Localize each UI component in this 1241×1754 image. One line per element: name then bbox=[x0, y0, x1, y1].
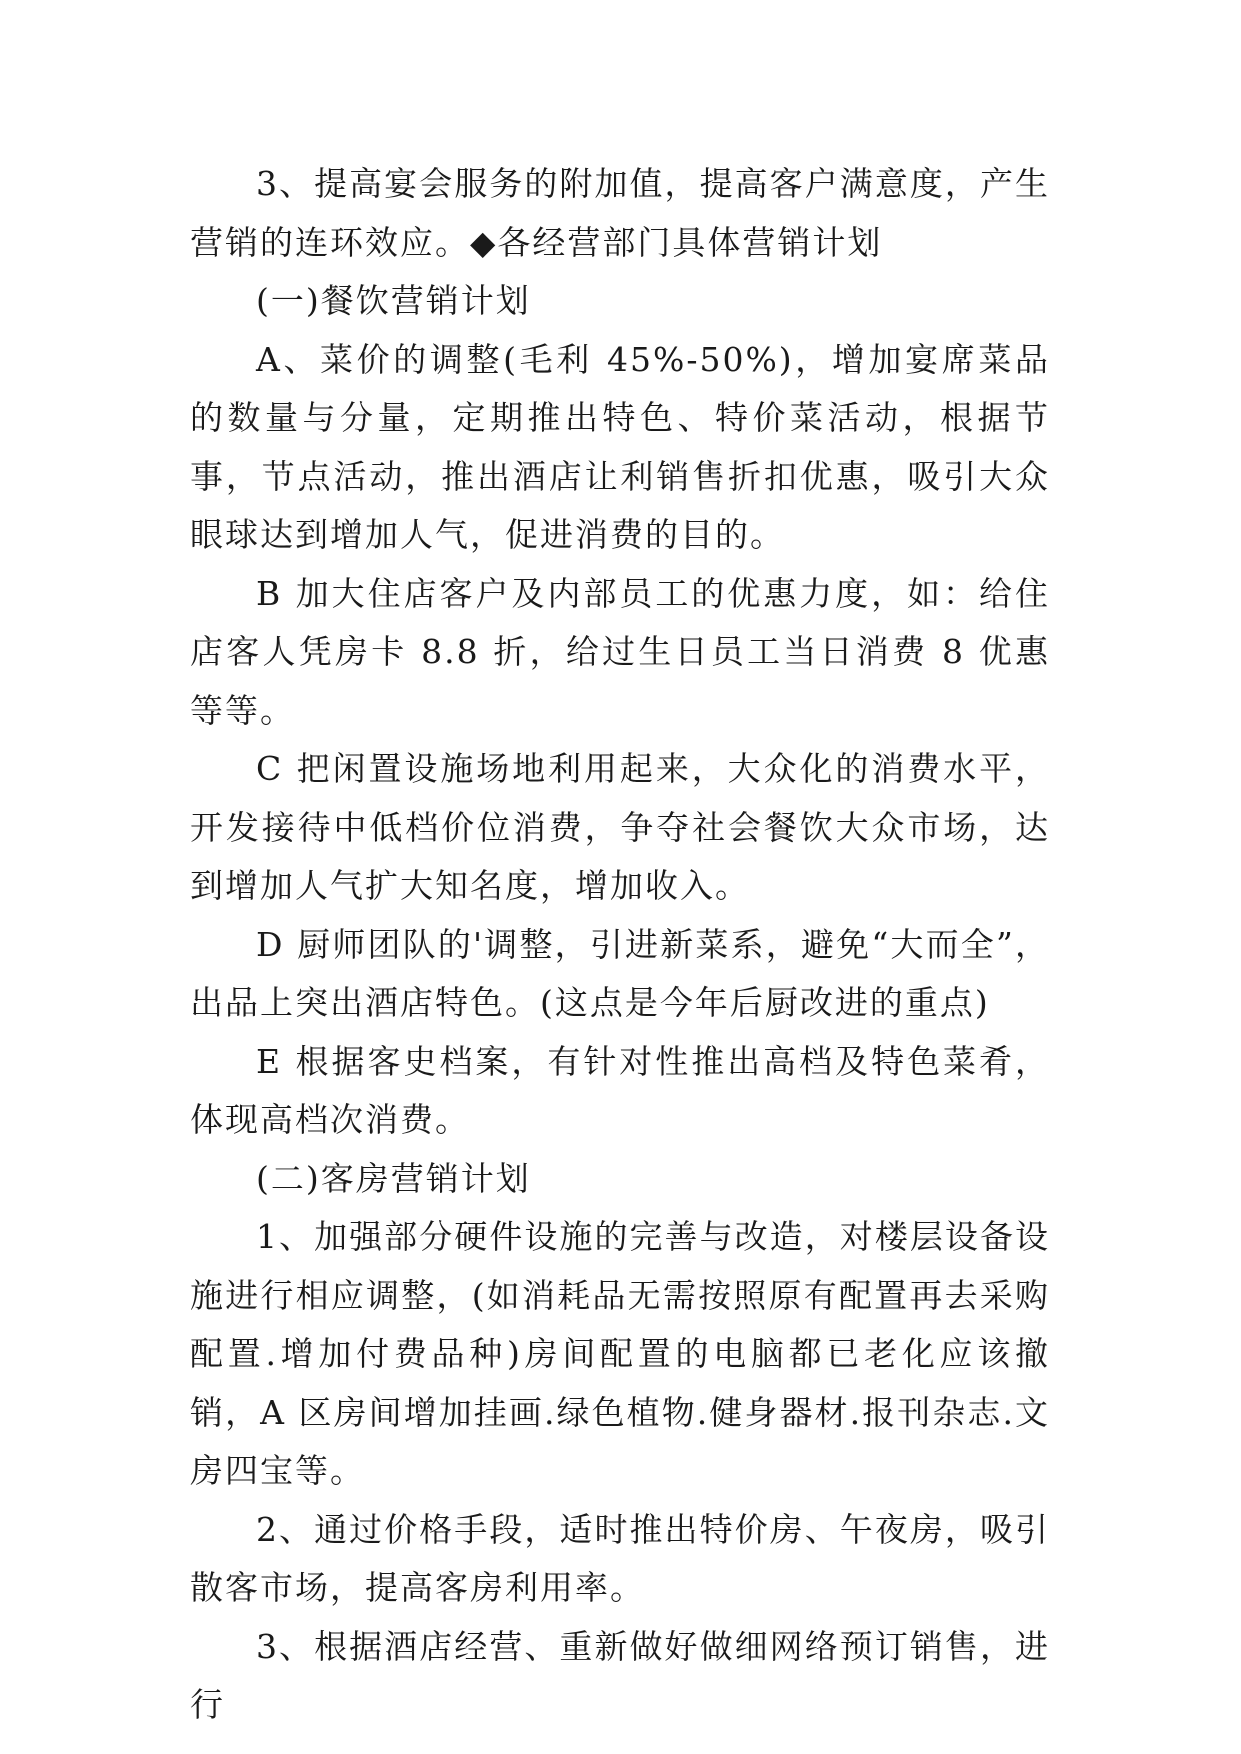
paragraph-dining-c: C 把闲置设施场地利用起来，大众化的消费水平，开发接待中低档价位消费，争夺社会餐饮大众市场，达到增加人气扩大知名度，增加收入。 bbox=[190, 749, 1050, 905]
paragraph-rooms-1: 1、加强部分硬件设施的完善与改造，对楼层设备设施进行相应调整，(如消耗品无需按照原有配置再去采购配置.增加付费品种)房间配置的电脑都已老化应该撤销，A 区房间增加挂画.绿色植物.健身器材.报刊杂志.文房四宝等。 bbox=[190, 1217, 1050, 1490]
paragraph-rooms-2: 2、通过价格手段，适时推出特价房、午夜房，吸引散客市场，提高客房利用率。 bbox=[190, 1509, 1050, 1607]
document-body bbox=[190, 155, 1050, 1735]
paragraph-dining-b: B 加大住店客户及内部员工的优惠力度，如：给住店客人凭房卡 8.8 折，给过生日员工当日消费 8 优惠等等。 bbox=[190, 573, 1050, 730]
paragraph-dining-e: E 根据客史档案，有针对性推出高档及特色菜肴，体现高档次消费。 bbox=[190, 1041, 1050, 1139]
paragraph-banquet-value: 3、提高宴会服务的附加值，提高客户满意度，产生营销的连环效应。◆各经营部门具体营销计划 bbox=[190, 164, 1050, 262]
paragraph-dining-d: D 厨师团队的'调整，引进新菜系，避免“大而全”，出品上突出酒店特色。(这点是今年后厨改进的重点) bbox=[190, 924, 1050, 1022]
section-heading-dining: (一)餐饮营销计划 bbox=[256, 281, 531, 320]
section-heading-rooms: (二)客房营销计划 bbox=[256, 1158, 531, 1198]
paragraph-dining-a: A、菜价的调整(毛利 45%-50%)，增加宴席菜品的数量与分量，定期推出特色、特价菜活动，根据节事，节点活动，推出酒店让利销售折扣优惠，吸引大众眼球达到增加人气，促进消费的目的。 bbox=[190, 339, 1050, 554]
paragraph-rooms-3: 3、根据酒店经营、重新做好做细网络预订销售，进行 bbox=[190, 1626, 1050, 1724]
